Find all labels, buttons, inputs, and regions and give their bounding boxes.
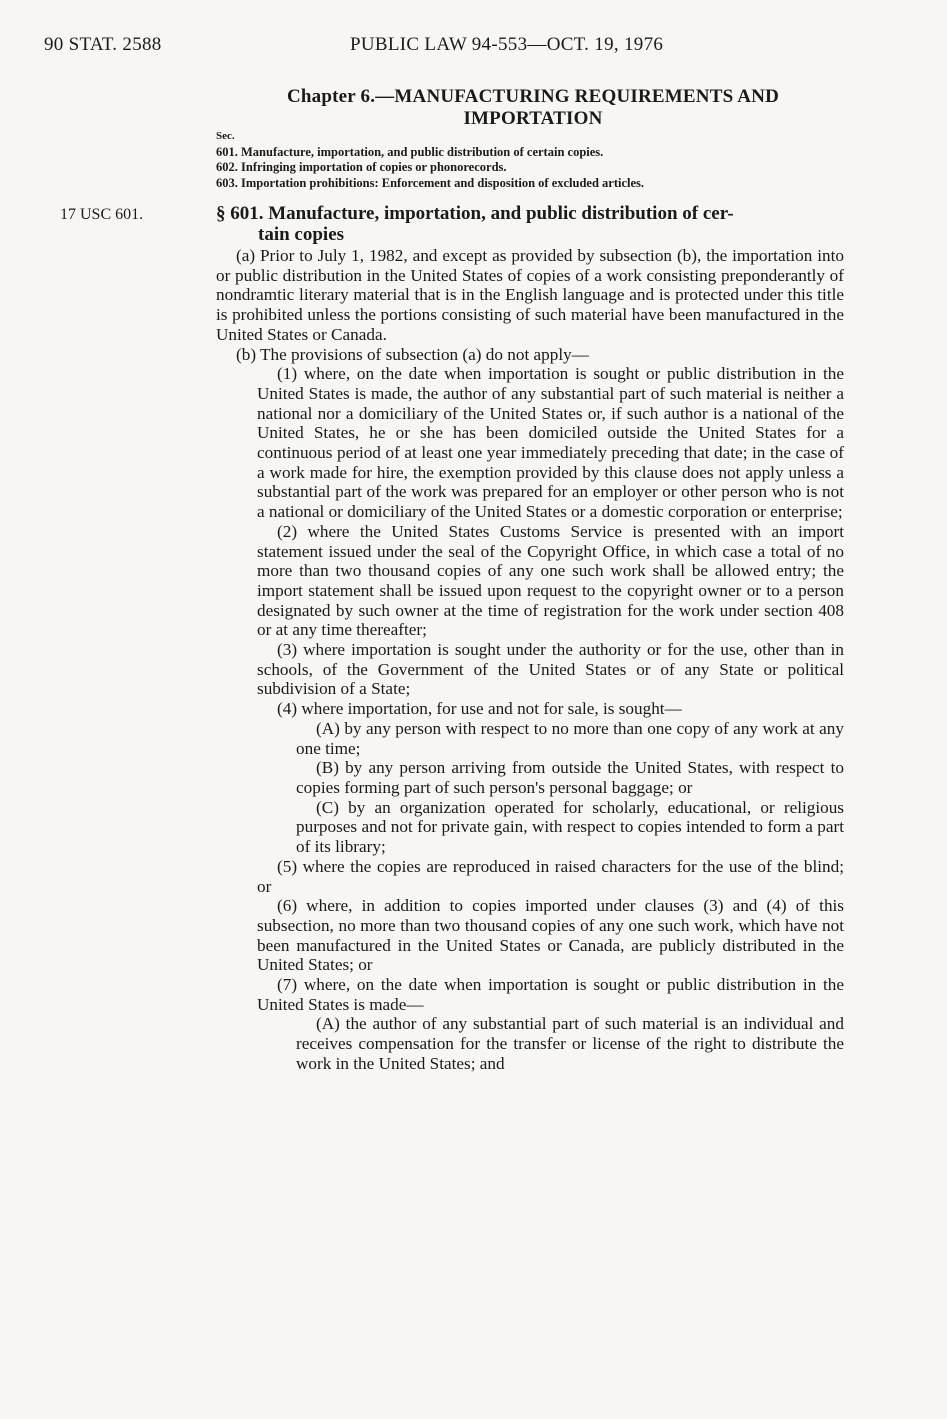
clause-b3: (3) where importation is sought under the authority or for the use, other than in schools, of the Government of the United States or of any State or political subdivision of a State; bbox=[257, 640, 844, 699]
chapter-title-line1: Chapter 6.—MANUFACTURING REQUIREMENTS AND bbox=[286, 86, 779, 107]
clause-b4-A: (A) by any person with respect to no more than one copy of any work at any one time; bbox=[296, 718, 844, 758]
chapter-title-line2: IMPORTATION bbox=[463, 108, 603, 129]
clause-b7: (7) where, on the date when importation is sought or public distribution in the United States is made— bbox=[257, 975, 844, 1014]
clause-b4-C: (C) by an organization operated for scholarly, educational, or religious purposes and not for private gain, with respect to copies intended to form a part of its library; bbox=[296, 797, 844, 857]
clause-b5: (5) where the copies are reproduced in raised characters for the use of the blind; or bbox=[257, 856, 844, 896]
section-601-heading bbox=[216, 203, 846, 245]
chapter-title bbox=[238, 86, 828, 130]
section-body bbox=[216, 246, 844, 1074]
paragraph-a: (a) Prior to July 1, 1982, and except as provided by subsection (b), the importation into or public distribution in the United States of copies of a work consisting preponderantly of nondramtic literary material that is in the English language and is protected under this title is prohibited unless the portions consisting of such material have been manufactured in the United States or Canada. bbox=[216, 246, 844, 344]
clause-b2: (2) where the United States Customs Service is presented with an import statement issued under the seal of the Copyright Office, in which case a total of no more than two thousand copies of any one such work shall be allowed entry; the import statement shall be issued upon request to the copyright owner or to a person designated by such owner at the time of registration for the work under section 408 or at any time thereafter; bbox=[257, 521, 844, 640]
toc-sec-label: Sec. bbox=[216, 130, 235, 142]
section-heading-line1: § 601. Manufacture, importation, and public distribution of cer- bbox=[216, 203, 734, 224]
paragraph-b: (b) The provisions of subsection (a) do not apply— bbox=[236, 344, 589, 364]
section-table-of-contents bbox=[216, 129, 856, 191]
clause-b1: (1) where, on the date when importation is sought or public distribution in the United States is made, the author of any substantial part of such material is neither a national nor a domiciliary of the United States or, if such author is a national of the United States, he or she has been domiciled outside the United States for a continuous period of at least one year immediately preceding that date; in the case of a work made for hire, the exemption provided by this clause does not apply unless a substantial part of the work was prepared for an employer or other person who is not a national or domiciliary of the United States or a domestic corporation or enterprise; bbox=[257, 364, 844, 522]
toc-entry-601: 601. Manufacture, importation, and public distribution of certain copies. bbox=[216, 144, 604, 159]
section-heading-line2: tain copies bbox=[258, 224, 345, 245]
clause-b6: (6) where, in addition to copies imported under clauses (3) and (4) of this subsection, no more than two thousand copies of any one such work, which have not been manufactured in the United States or Canada, are publicly distributed in the United States; or bbox=[257, 896, 844, 975]
clause-b4-B: (B) by any person arriving from outside the United States, with respect to copies forming part of such person's personal baggage; or bbox=[296, 758, 844, 797]
clause-b4: (4) where importation, for use and not for sale, is sought— bbox=[277, 699, 682, 719]
clause-b7-A: (A) the author of any substantial part of such material is an individual and receives compensation for the transfer or license of the right to distribute the work in the United States; and bbox=[296, 1014, 844, 1073]
toc-entry-603: 603. Importation prohibitions: Enforcement and disposition of excluded articles. bbox=[216, 175, 645, 190]
toc-entry-602: 602. Infringing importation of copies or phonorecords. bbox=[216, 160, 507, 174]
usc-margin-note: 17 USC 601. bbox=[60, 206, 144, 223]
public-law-header: PUBLIC LAW 94-553—OCT. 19, 1976 bbox=[350, 34, 664, 55]
stat-reference: 90 STAT. 2588 bbox=[44, 34, 162, 55]
